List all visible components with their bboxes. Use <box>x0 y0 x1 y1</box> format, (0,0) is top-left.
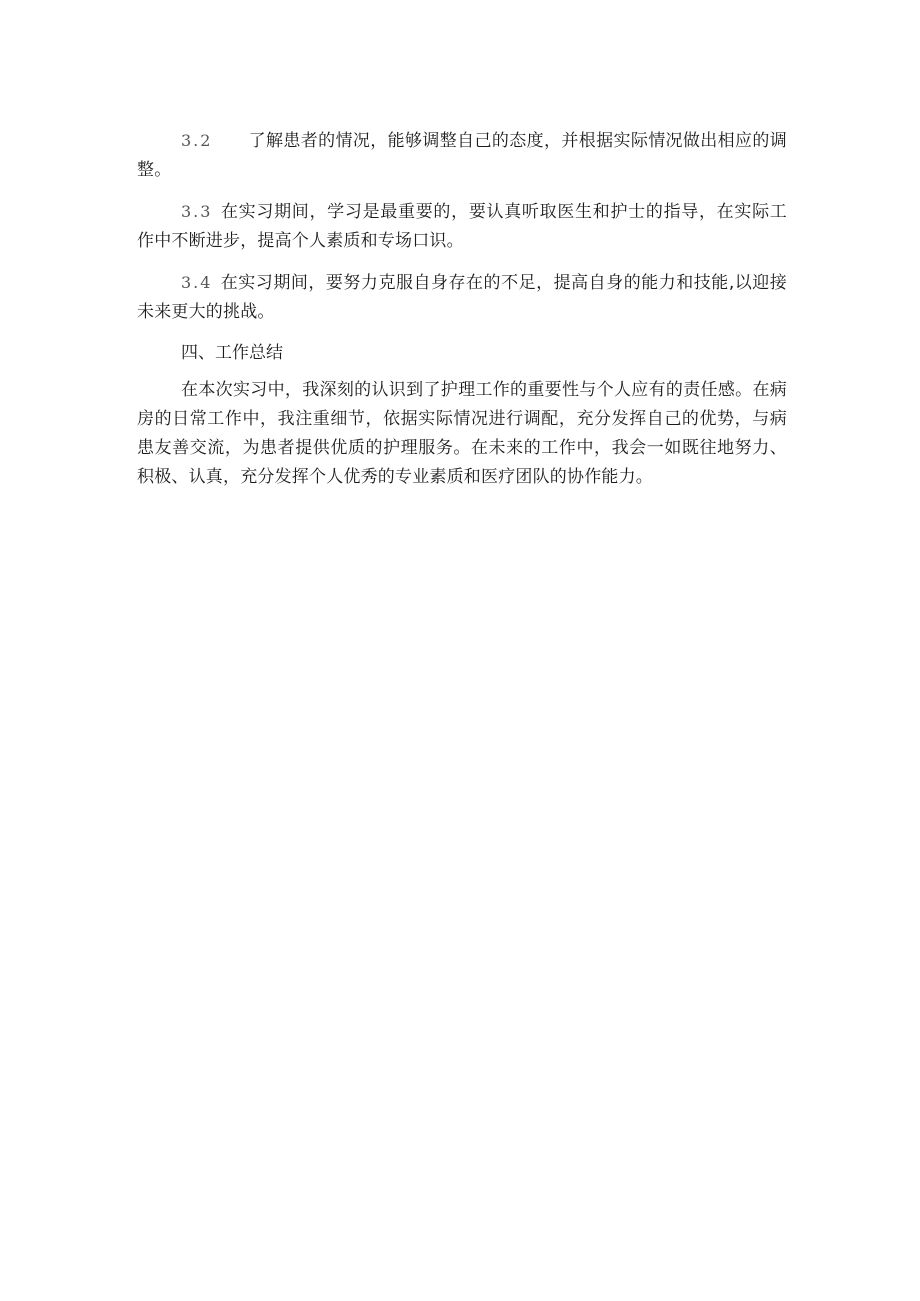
item-number: 3.2 <box>181 131 213 150</box>
paragraph-text: 了解患者的情况，能够调整自己的态度，并根据实际情况做出相应的调整。 <box>137 131 787 180</box>
paragraph-text: 在实习期间，学习是最重要的，要认真听取医生和护士的指导，在实际工作中不断进步，提高个人素质和专场口识。 <box>137 202 787 251</box>
paragraph-3-2 <box>137 126 787 185</box>
summary-paragraph: 在本次实习中，我深刻的认识到了护理工作的重要性与个人应有的责任感。在病房的日常工作中，我注重细节，依据实际情况进行调配，充分发挥自己的优势，与病患友善交流，为患者提供优质的护理服务。在未来的工作中，我会一如既往地努力、积极、认真，充分发挥个人优秀的专业素质和医疗团队的协作能力。 <box>137 380 787 487</box>
item-number: 3.4 <box>181 273 213 292</box>
document-body <box>137 126 787 504</box>
item-number: 3.3 <box>181 202 213 221</box>
paragraph-3-3 <box>137 197 787 256</box>
paragraph-text: 在实习期间，要努力克服自身存在的不足，提高自身的能力和技能,以迎接未来更大的挑战。 <box>137 273 787 322</box>
section-heading: 四、工作总结 <box>181 343 283 363</box>
paragraph-3-4 <box>137 268 787 327</box>
